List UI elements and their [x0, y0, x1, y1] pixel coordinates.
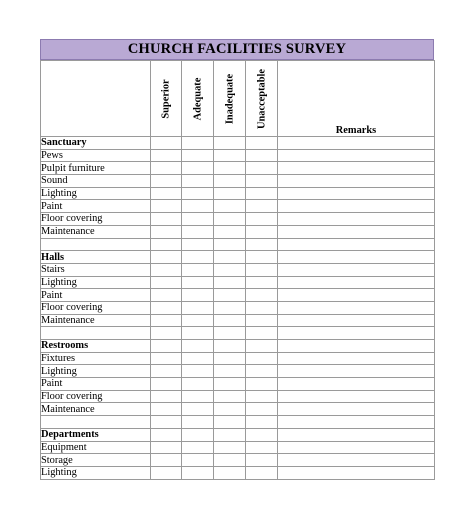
adequate-cell[interactable] — [182, 428, 214, 441]
inadequate-cell[interactable] — [214, 403, 246, 416]
adequate-cell[interactable] — [182, 403, 214, 416]
unacceptable-cell[interactable] — [246, 416, 278, 429]
unacceptable-cell[interactable] — [246, 149, 278, 162]
adequate-cell[interactable] — [182, 289, 214, 302]
unacceptable-cell[interactable] — [246, 466, 278, 479]
table-row — [41, 225, 435, 238]
superior-cell[interactable] — [151, 441, 182, 454]
item-label: Sound — [41, 175, 151, 188]
adequate-cell[interactable] — [182, 263, 214, 276]
section-heading: Restrooms — [41, 340, 151, 353]
blank-row — [41, 327, 435, 340]
superior-cell[interactable] — [151, 162, 182, 175]
adequate-cell[interactable] — [182, 327, 214, 340]
table-row — [41, 314, 435, 327]
superior-cell[interactable] — [151, 276, 182, 289]
table-row — [41, 403, 435, 416]
adequate-cell[interactable] — [182, 314, 214, 327]
item-label: Lighting — [41, 466, 151, 479]
inadequate-cell[interactable] — [214, 225, 246, 238]
superior-cell[interactable] — [151, 416, 182, 429]
superior-cell[interactable] — [151, 213, 182, 226]
remarks-cell[interactable] — [278, 340, 435, 353]
table-row — [41, 466, 435, 479]
table-row — [41, 365, 435, 378]
table-row — [41, 441, 435, 454]
item-label: Fixtures — [41, 352, 151, 365]
unacceptable-cell[interactable] — [246, 225, 278, 238]
item-label: Pulpit furniture — [41, 162, 151, 175]
item-label: Paint — [41, 200, 151, 213]
table-row — [41, 187, 435, 200]
item-label: Stairs — [41, 263, 151, 276]
remarks-cell[interactable] — [278, 276, 435, 289]
inadequate-cell[interactable] — [214, 314, 246, 327]
section-row — [41, 340, 435, 353]
inadequate-cell[interactable] — [214, 428, 246, 441]
superior-cell[interactable] — [151, 466, 182, 479]
inadequate-cell[interactable] — [214, 137, 246, 150]
adequate-cell[interactable] — [182, 454, 214, 467]
adequate-cell[interactable] — [182, 175, 214, 188]
remarks-cell[interactable] — [278, 352, 435, 365]
table-row — [41, 263, 435, 276]
adequate-cell[interactable] — [182, 340, 214, 353]
remarks-cell[interactable] — [278, 225, 435, 238]
unacceptable-cell[interactable] — [246, 454, 278, 467]
unacceptable-cell[interactable] — [246, 187, 278, 200]
superior-cell[interactable] — [151, 149, 182, 162]
superior-cell[interactable] — [151, 251, 182, 264]
superior-cell[interactable] — [151, 378, 182, 391]
remarks-cell[interactable] — [278, 378, 435, 391]
table-row — [41, 200, 435, 213]
adequate-cell[interactable] — [182, 149, 214, 162]
adequate-cell[interactable] — [182, 301, 214, 314]
survey-body — [41, 137, 435, 480]
section-heading: Sanctuary — [41, 137, 151, 150]
unacceptable-cell[interactable] — [246, 213, 278, 226]
item-column-header — [41, 61, 151, 137]
inadequate-cell[interactable] — [214, 149, 246, 162]
remarks-cell[interactable] — [278, 466, 435, 479]
inadequate-cell[interactable] — [214, 441, 246, 454]
remarks-cell[interactable] — [278, 213, 435, 226]
section-heading: Halls — [41, 251, 151, 264]
adequate-cell[interactable] — [182, 162, 214, 175]
adequate-cell[interactable] — [182, 276, 214, 289]
remarks-cell[interactable] — [278, 149, 435, 162]
unacceptable-cell[interactable] — [246, 365, 278, 378]
unacceptable-cell[interactable] — [246, 251, 278, 264]
remarks-cell[interactable] — [278, 162, 435, 175]
column-header-inadequate: Inadequate — [214, 61, 246, 137]
remarks-cell[interactable] — [278, 263, 435, 276]
section-row — [41, 251, 435, 264]
superior-cell[interactable] — [151, 390, 182, 403]
remarks-cell[interactable] — [278, 238, 435, 251]
table-row — [41, 289, 435, 302]
item-label: Floor covering — [41, 390, 151, 403]
adequate-cell[interactable] — [182, 390, 214, 403]
unacceptable-cell[interactable] — [246, 162, 278, 175]
unacceptable-cell[interactable] — [246, 263, 278, 276]
section-row — [41, 137, 435, 150]
item-label — [41, 416, 151, 429]
inadequate-cell[interactable] — [214, 251, 246, 264]
adequate-cell[interactable] — [182, 365, 214, 378]
item-label: Lighting — [41, 187, 151, 200]
superior-cell[interactable] — [151, 137, 182, 150]
item-label: Maintenance — [41, 225, 151, 238]
section-row — [41, 428, 435, 441]
item-label — [41, 238, 151, 251]
inadequate-cell[interactable] — [214, 340, 246, 353]
unacceptable-cell[interactable] — [246, 200, 278, 213]
superior-cell[interactable] — [151, 301, 182, 314]
inadequate-cell[interactable] — [214, 187, 246, 200]
unacceptable-cell[interactable] — [246, 340, 278, 353]
unacceptable-cell[interactable] — [246, 428, 278, 441]
adequate-cell[interactable] — [182, 378, 214, 391]
unacceptable-cell[interactable] — [246, 238, 278, 251]
unacceptable-cell[interactable] — [246, 390, 278, 403]
inadequate-cell[interactable] — [214, 175, 246, 188]
remarks-cell[interactable] — [278, 327, 435, 340]
table-row — [41, 276, 435, 289]
inadequate-cell[interactable] — [214, 162, 246, 175]
remarks-cell[interactable] — [278, 454, 435, 467]
inadequate-cell[interactable] — [214, 289, 246, 302]
remarks-cell[interactable] — [278, 137, 435, 150]
inadequate-cell[interactable] — [214, 263, 246, 276]
adequate-cell[interactable] — [182, 187, 214, 200]
table-row — [41, 301, 435, 314]
section-heading: Departments — [41, 428, 151, 441]
remarks-cell[interactable] — [278, 175, 435, 188]
inadequate-cell[interactable] — [214, 327, 246, 340]
inadequate-cell[interactable] — [214, 276, 246, 289]
remarks-cell[interactable] — [278, 390, 435, 403]
superior-cell[interactable] — [151, 454, 182, 467]
superior-cell[interactable] — [151, 263, 182, 276]
item-label: Floor covering — [41, 213, 151, 226]
item-label: Storage — [41, 454, 151, 467]
remarks-cell[interactable] — [278, 187, 435, 200]
table-row — [41, 149, 435, 162]
table-row — [41, 213, 435, 226]
blank-row — [41, 416, 435, 429]
adequate-cell[interactable] — [182, 352, 214, 365]
adequate-cell[interactable] — [182, 213, 214, 226]
item-label: Pews — [41, 149, 151, 162]
superior-cell[interactable] — [151, 225, 182, 238]
inadequate-cell[interactable] — [214, 454, 246, 467]
remarks-cell[interactable] — [278, 314, 435, 327]
unacceptable-cell[interactable] — [246, 175, 278, 188]
header-row — [41, 61, 435, 137]
adequate-cell[interactable] — [182, 466, 214, 479]
table-row — [41, 352, 435, 365]
unacceptable-cell[interactable] — [246, 137, 278, 150]
superior-cell[interactable] — [151, 175, 182, 188]
adequate-cell[interactable] — [182, 137, 214, 150]
superior-cell[interactable] — [151, 340, 182, 353]
remarks-cell[interactable] — [278, 428, 435, 441]
inadequate-cell[interactable] — [214, 365, 246, 378]
item-label: Paint — [41, 378, 151, 391]
item-label: Maintenance — [41, 314, 151, 327]
remarks-cell[interactable] — [278, 251, 435, 264]
adequate-cell[interactable] — [182, 225, 214, 238]
remarks-cell[interactable] — [278, 403, 435, 416]
item-label: Maintenance — [41, 403, 151, 416]
unacceptable-cell[interactable] — [246, 352, 278, 365]
table-row — [41, 454, 435, 467]
inadequate-cell[interactable] — [214, 390, 246, 403]
survey-table — [40, 60, 435, 480]
inadequate-cell[interactable] — [214, 466, 246, 479]
superior-cell[interactable] — [151, 238, 182, 251]
table-row — [41, 162, 435, 175]
survey-title: CHURCH FACILITIES SURVEY — [40, 39, 434, 60]
superior-cell[interactable] — [151, 365, 182, 378]
table-row — [41, 390, 435, 403]
table-row — [41, 378, 435, 391]
remarks-cell[interactable] — [278, 200, 435, 213]
superior-cell[interactable] — [151, 352, 182, 365]
adequate-cell[interactable] — [182, 238, 214, 251]
superior-cell[interactable] — [151, 314, 182, 327]
column-header-remarks: Remarks — [278, 61, 435, 137]
item-label: Equipment — [41, 441, 151, 454]
superior-cell[interactable] — [151, 403, 182, 416]
column-header-superior: Superior — [151, 61, 182, 137]
inadequate-cell[interactable] — [214, 213, 246, 226]
remarks-cell[interactable] — [278, 416, 435, 429]
item-label — [41, 327, 151, 340]
adequate-cell[interactable] — [182, 416, 214, 429]
adequate-cell[interactable] — [182, 251, 214, 264]
column-header-adequate: Adequate — [182, 61, 214, 137]
superior-cell[interactable] — [151, 327, 182, 340]
unacceptable-cell[interactable] — [246, 314, 278, 327]
column-header-unacceptable: Unacceptable — [246, 61, 278, 137]
unacceptable-cell[interactable] — [246, 403, 278, 416]
remarks-cell[interactable] — [278, 441, 435, 454]
item-label: Lighting — [41, 365, 151, 378]
item-label: Floor covering — [41, 301, 151, 314]
unacceptable-cell[interactable] — [246, 301, 278, 314]
remarks-cell[interactable] — [278, 301, 435, 314]
remarks-cell[interactable] — [278, 365, 435, 378]
blank-row — [41, 238, 435, 251]
superior-cell[interactable] — [151, 187, 182, 200]
item-label: Paint — [41, 289, 151, 302]
adequate-cell[interactable] — [182, 200, 214, 213]
superior-cell[interactable] — [151, 289, 182, 302]
superior-cell[interactable] — [151, 428, 182, 441]
inadequate-cell[interactable] — [214, 238, 246, 251]
unacceptable-cell[interactable] — [246, 276, 278, 289]
unacceptable-cell[interactable] — [246, 378, 278, 391]
inadequate-cell[interactable] — [214, 378, 246, 391]
remarks-cell[interactable] — [278, 289, 435, 302]
superior-cell[interactable] — [151, 200, 182, 213]
inadequate-cell[interactable] — [214, 301, 246, 314]
unacceptable-cell[interactable] — [246, 441, 278, 454]
adequate-cell[interactable] — [182, 441, 214, 454]
unacceptable-cell[interactable] — [246, 327, 278, 340]
inadequate-cell[interactable] — [214, 352, 246, 365]
inadequate-cell[interactable] — [214, 200, 246, 213]
inadequate-cell[interactable] — [214, 416, 246, 429]
item-label: Lighting — [41, 276, 151, 289]
table-row — [41, 175, 435, 188]
unacceptable-cell[interactable] — [246, 289, 278, 302]
survey-sheet — [40, 39, 434, 480]
